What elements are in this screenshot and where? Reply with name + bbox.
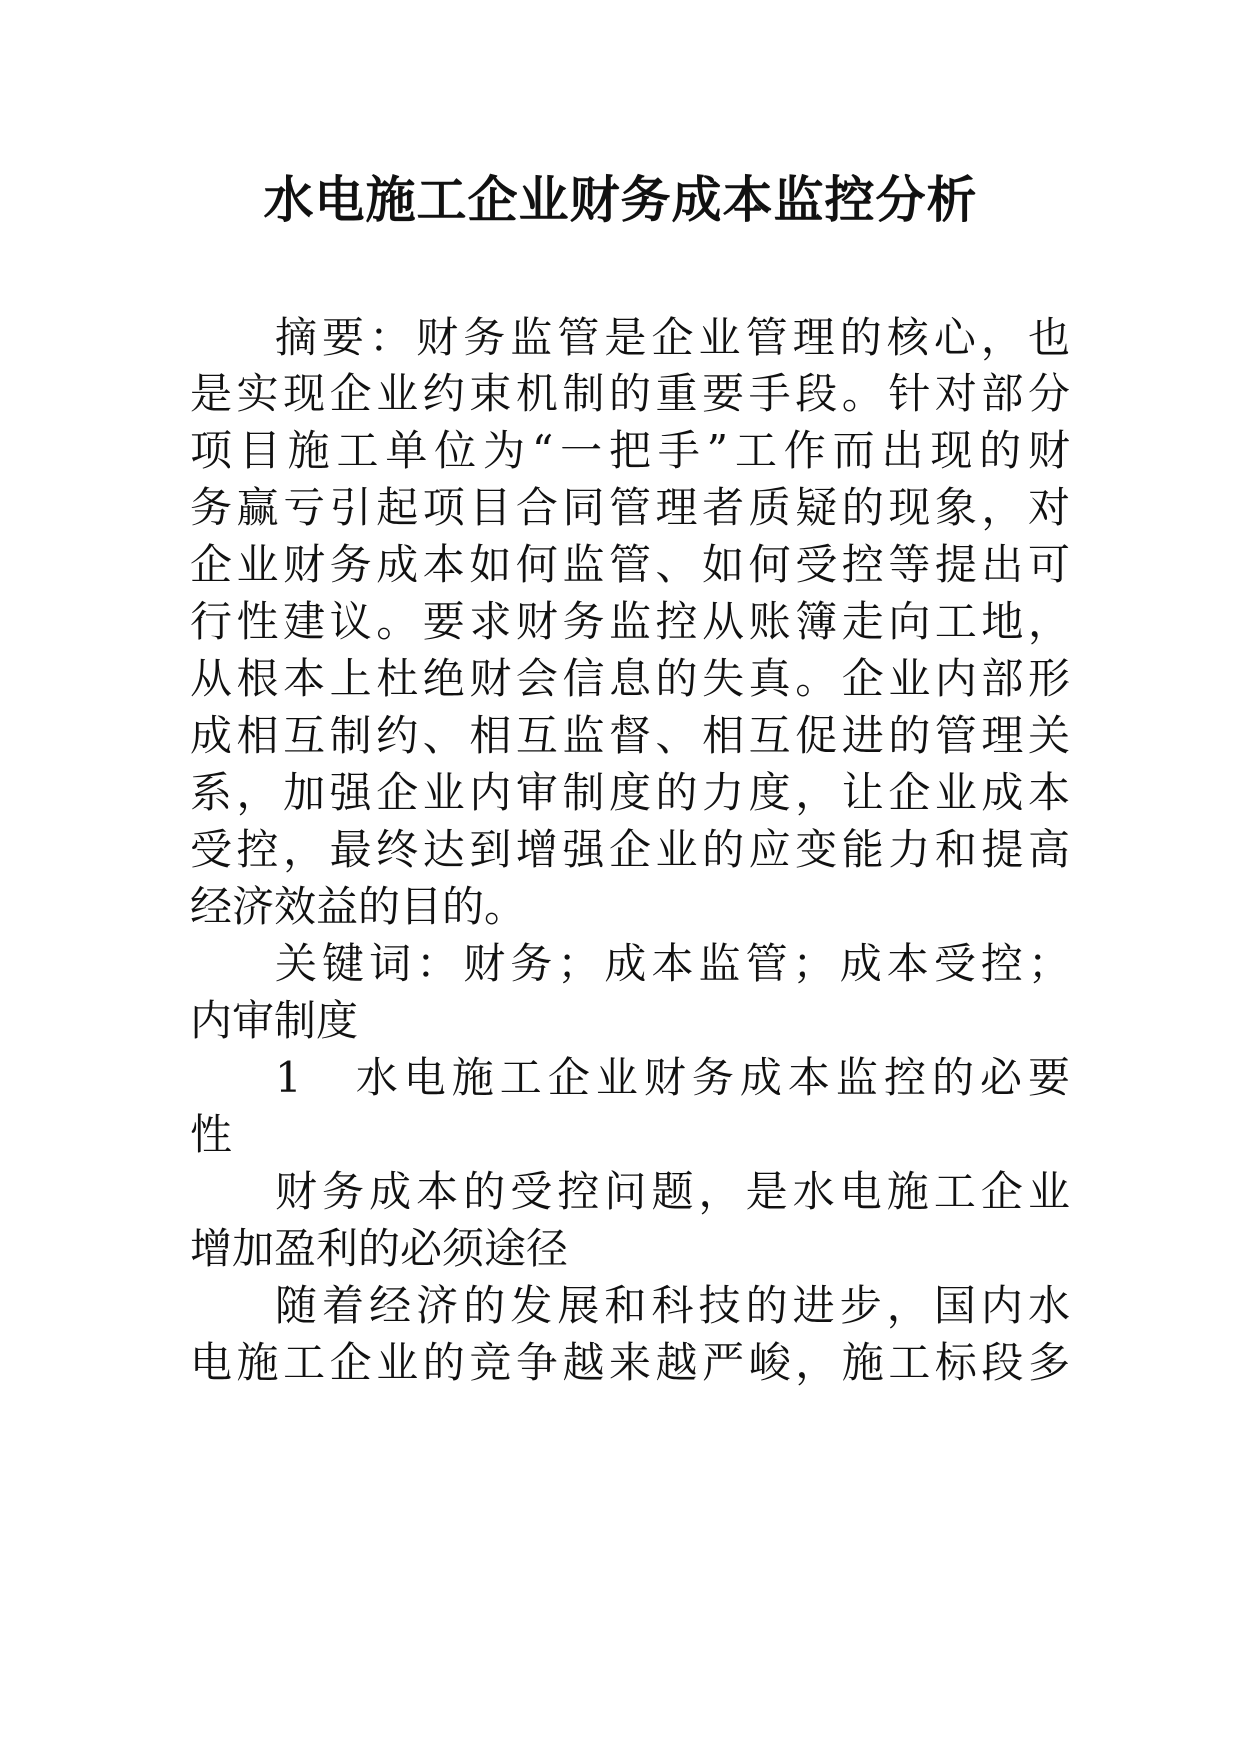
subsection-heading: 增加盈利的必须途径 <box>190 1224 569 1273</box>
keywords-line: 关键词：财务；成本监管；成本受控； <box>275 939 1070 988</box>
abstract-line: 系，加强企业内审制度的力度，让企业成本 <box>190 768 1070 817</box>
abstract-line: 经济效益的目的。 <box>190 882 527 931</box>
body-line: 随着经济的发展和科技的进步，国内水 <box>275 1281 1070 1330</box>
abstract-line: 行性建议。要求财务监控从账簿走向工地， <box>190 597 1070 646</box>
subsection-heading: 财务成本的受控问题，是水电施工企业 <box>275 1167 1070 1216</box>
abstract-line: 受控，最终达到增强企业的应变能力和提高 <box>190 825 1070 874</box>
abstract-line: 从根本上杜绝财会信息的失真。企业内部形 <box>190 654 1070 703</box>
section-heading: 性 <box>190 1110 233 1159</box>
body-line: 电施工企业的竞争越来越严峻，施工标段多 <box>190 1338 1070 1387</box>
document-title: 水电施工企业财务成本监控分析 <box>263 170 978 229</box>
abstract-line: 项目施工单位为“一把手”工作而出现的财 <box>190 426 1070 475</box>
keywords-line: 内审制度 <box>190 996 359 1045</box>
section-heading: 1 水电施工企业财务成本监控的必要 <box>275 1053 1070 1102</box>
abstract-line: 企业财务成本如何监管、如何受控等提出可 <box>190 540 1070 589</box>
abstract-line: 成相互制约、相互监督、相互促进的管理关 <box>190 711 1070 760</box>
abstract-line: 摘要：财务监管是企业管理的核心，也 <box>275 313 1070 362</box>
abstract-line: 务赢亏引起项目合同管理者质疑的现象，对 <box>190 483 1070 532</box>
abstract-line: 是实现企业约束机制的重要手段。针对部分 <box>190 369 1070 418</box>
